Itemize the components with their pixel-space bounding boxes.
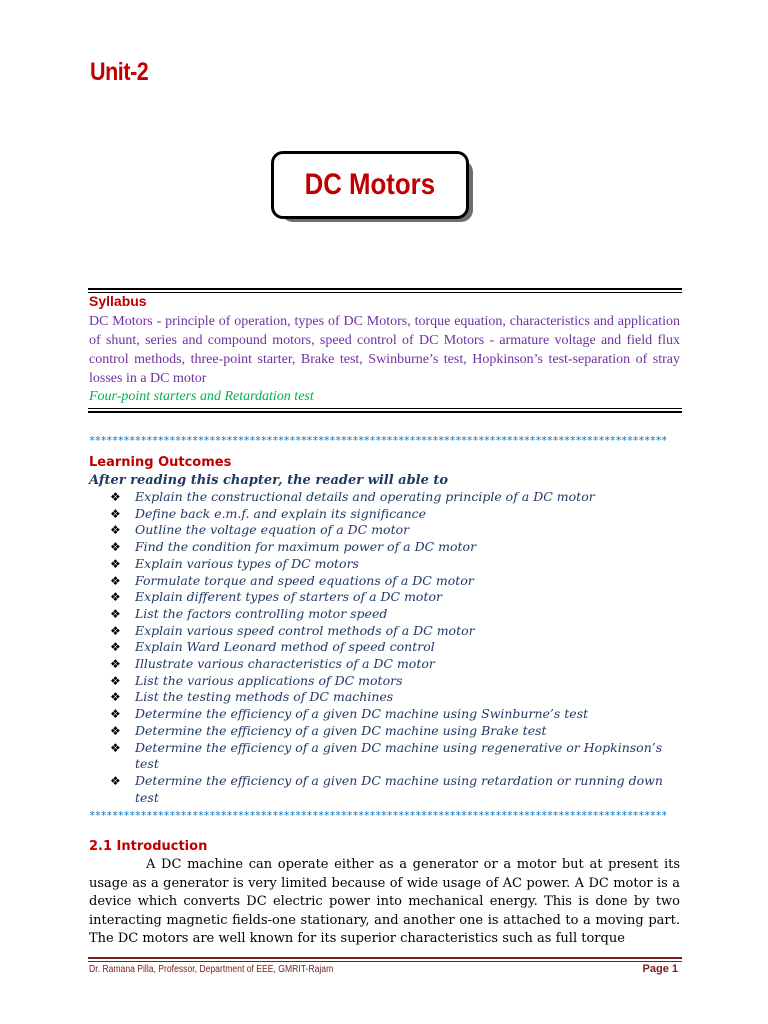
diamond-bullet-icon: ❖: [110, 640, 121, 655]
star-separator-bottom: *****************************************************************************************************: [89, 810, 667, 822]
diamond-bullet-icon: ❖: [110, 740, 121, 755]
learning-outcome-text: Explain various speed control methods of a DC motor: [135, 622, 475, 638]
learning-outcome-item: [110, 689, 682, 706]
diamond-bullet-icon: ❖: [110, 490, 121, 504]
diamond-bullet-icon: ❖: [110, 773, 121, 788]
learning-outcome-text: Determine the efficiency of a given DC machine using regenerative or Hopkinson’s test: [135, 739, 663, 772]
syllabus-heading: Syllabus: [89, 293, 147, 309]
diamond-bullet-icon: ❖: [110, 556, 121, 571]
star-separator-top: *****************************************************************************************************: [89, 435, 667, 447]
learning-outcome-text: Explain Ward Leonard method of speed control: [135, 639, 435, 655]
learning-outcome-text: Determine the efficiency of a given DC machine using Brake test: [135, 722, 547, 738]
diamond-bullet-icon: ❖: [110, 540, 121, 555]
learning-outcome-item: [110, 723, 682, 740]
learning-outcome-item: [110, 522, 682, 539]
learning-outcome-text: Determine the efficiency of a given DC machine using Swinburne’s test: [135, 706, 589, 722]
diamond-bullet-icon: ❖: [110, 723, 121, 738]
learning-outcome-item: [110, 656, 682, 673]
diamond-bullet-icon: ❖: [110, 690, 121, 705]
learning-outcome-text: Find the condition for maximum power of a DC motor: [135, 539, 477, 555]
syllabus-extra: Four-point starters and Retardation test: [89, 389, 314, 404]
diamond-bullet-icon: ❖: [110, 590, 121, 605]
learning-outcome-item: [110, 556, 682, 573]
learning-outcome-item: [110, 539, 682, 556]
learning-outcome-text: List the factors controlling motor speed: [135, 605, 388, 621]
title-box: [271, 151, 469, 219]
footer-author: Dr. Ramana Pilla, Professor, Department of EEE, GMRIT-Rajam: [89, 964, 334, 975]
diamond-bullet-icon: ❖: [110, 523, 121, 538]
learning-outcome-item: [110, 740, 682, 773]
learning-outcome-text: Illustrate various characteristics of a DC motor: [135, 656, 435, 672]
chapter-title: DC Motors: [304, 168, 436, 201]
learning-outcome-item: [110, 506, 682, 523]
introduction-paragraph: A DC machine can operate either as a generator or a motor but at present its usage as a generator is very limited because of wide usage of AC power. A DC motor is a device which converts DC electric power into mechanical energy. This is done by two interacting magnetic fields-one stationary, and another one is attached to a moving part. The DC motors are well known for its superior characteristics such as full torque: [89, 857, 680, 946]
syllabus-top-rule-thin: [88, 292, 682, 293]
syllabus-body: DC Motors - principle of operation, types of DC Motors, torque equation, characteristics and application of shunt, series and compound motors, speed control of DC Motors - armature voltage and field flux control methods, three-point starter, Brake test, Swinburne’s test, Hopkinson’s test-separation of stray losses in a DC motor: [89, 314, 680, 386]
learning-outcomes-intro: After reading this chapter, the reader will able to: [89, 473, 449, 488]
section-heading: 2.1 Introduction: [89, 839, 208, 854]
learning-outcome-text: List the various applications of DC motors: [135, 672, 403, 688]
learning-outcome-item: [110, 489, 682, 506]
learning-outcomes-list: [110, 489, 682, 806]
diamond-bullet-icon: ❖: [110, 657, 121, 672]
diamond-bullet-icon: ❖: [110, 573, 121, 588]
diamond-bullet-icon: ❖: [110, 506, 121, 521]
learning-outcome-item: [110, 623, 682, 640]
learning-outcome-text: Outline the voltage equation of a DC motor: [135, 522, 410, 538]
learning-outcome-text: List the testing methods of DC machines: [135, 689, 394, 705]
learning-outcome-text: Explain the constructional details and operating principle of a DC motor: [135, 489, 595, 504]
diamond-bullet-icon: ❖: [110, 606, 121, 621]
syllabus-top-rule: [88, 288, 682, 290]
unit-heading: Unit-2: [90, 58, 149, 86]
syllabus-bottom-rule-thin: [88, 408, 682, 409]
learning-outcome-item: [110, 589, 682, 606]
footer-rule: [88, 957, 682, 959]
learning-outcome-text: Formulate torque and speed equations of a DC motor: [135, 572, 474, 588]
footer-page-number: Page 1: [642, 963, 678, 975]
footer-rule-thin: [88, 961, 682, 962]
learning-outcome-text: Explain various types of DC motors: [135, 555, 359, 571]
learning-outcomes-heading: Learning Outcomes: [89, 455, 232, 470]
learning-outcome-text: Explain different types of starters of a DC motor: [135, 589, 442, 605]
learning-outcome-item: [110, 639, 682, 656]
learning-outcome-item: [110, 673, 682, 690]
learning-outcome-item: [110, 706, 682, 723]
diamond-bullet-icon: ❖: [110, 673, 121, 688]
diamond-bullet-icon: ❖: [110, 623, 121, 638]
learning-outcome-text: Define back e.m.f. and explain its significance: [135, 505, 427, 521]
learning-outcome-text: Determine the efficiency of a given DC machine using retardation or running down test: [135, 772, 663, 805]
syllabus-bottom-rule: [88, 411, 682, 413]
learning-outcome-item: [110, 606, 682, 623]
learning-outcome-item: [110, 573, 682, 590]
diamond-bullet-icon: ❖: [110, 707, 121, 722]
learning-outcome-item: [110, 773, 682, 806]
